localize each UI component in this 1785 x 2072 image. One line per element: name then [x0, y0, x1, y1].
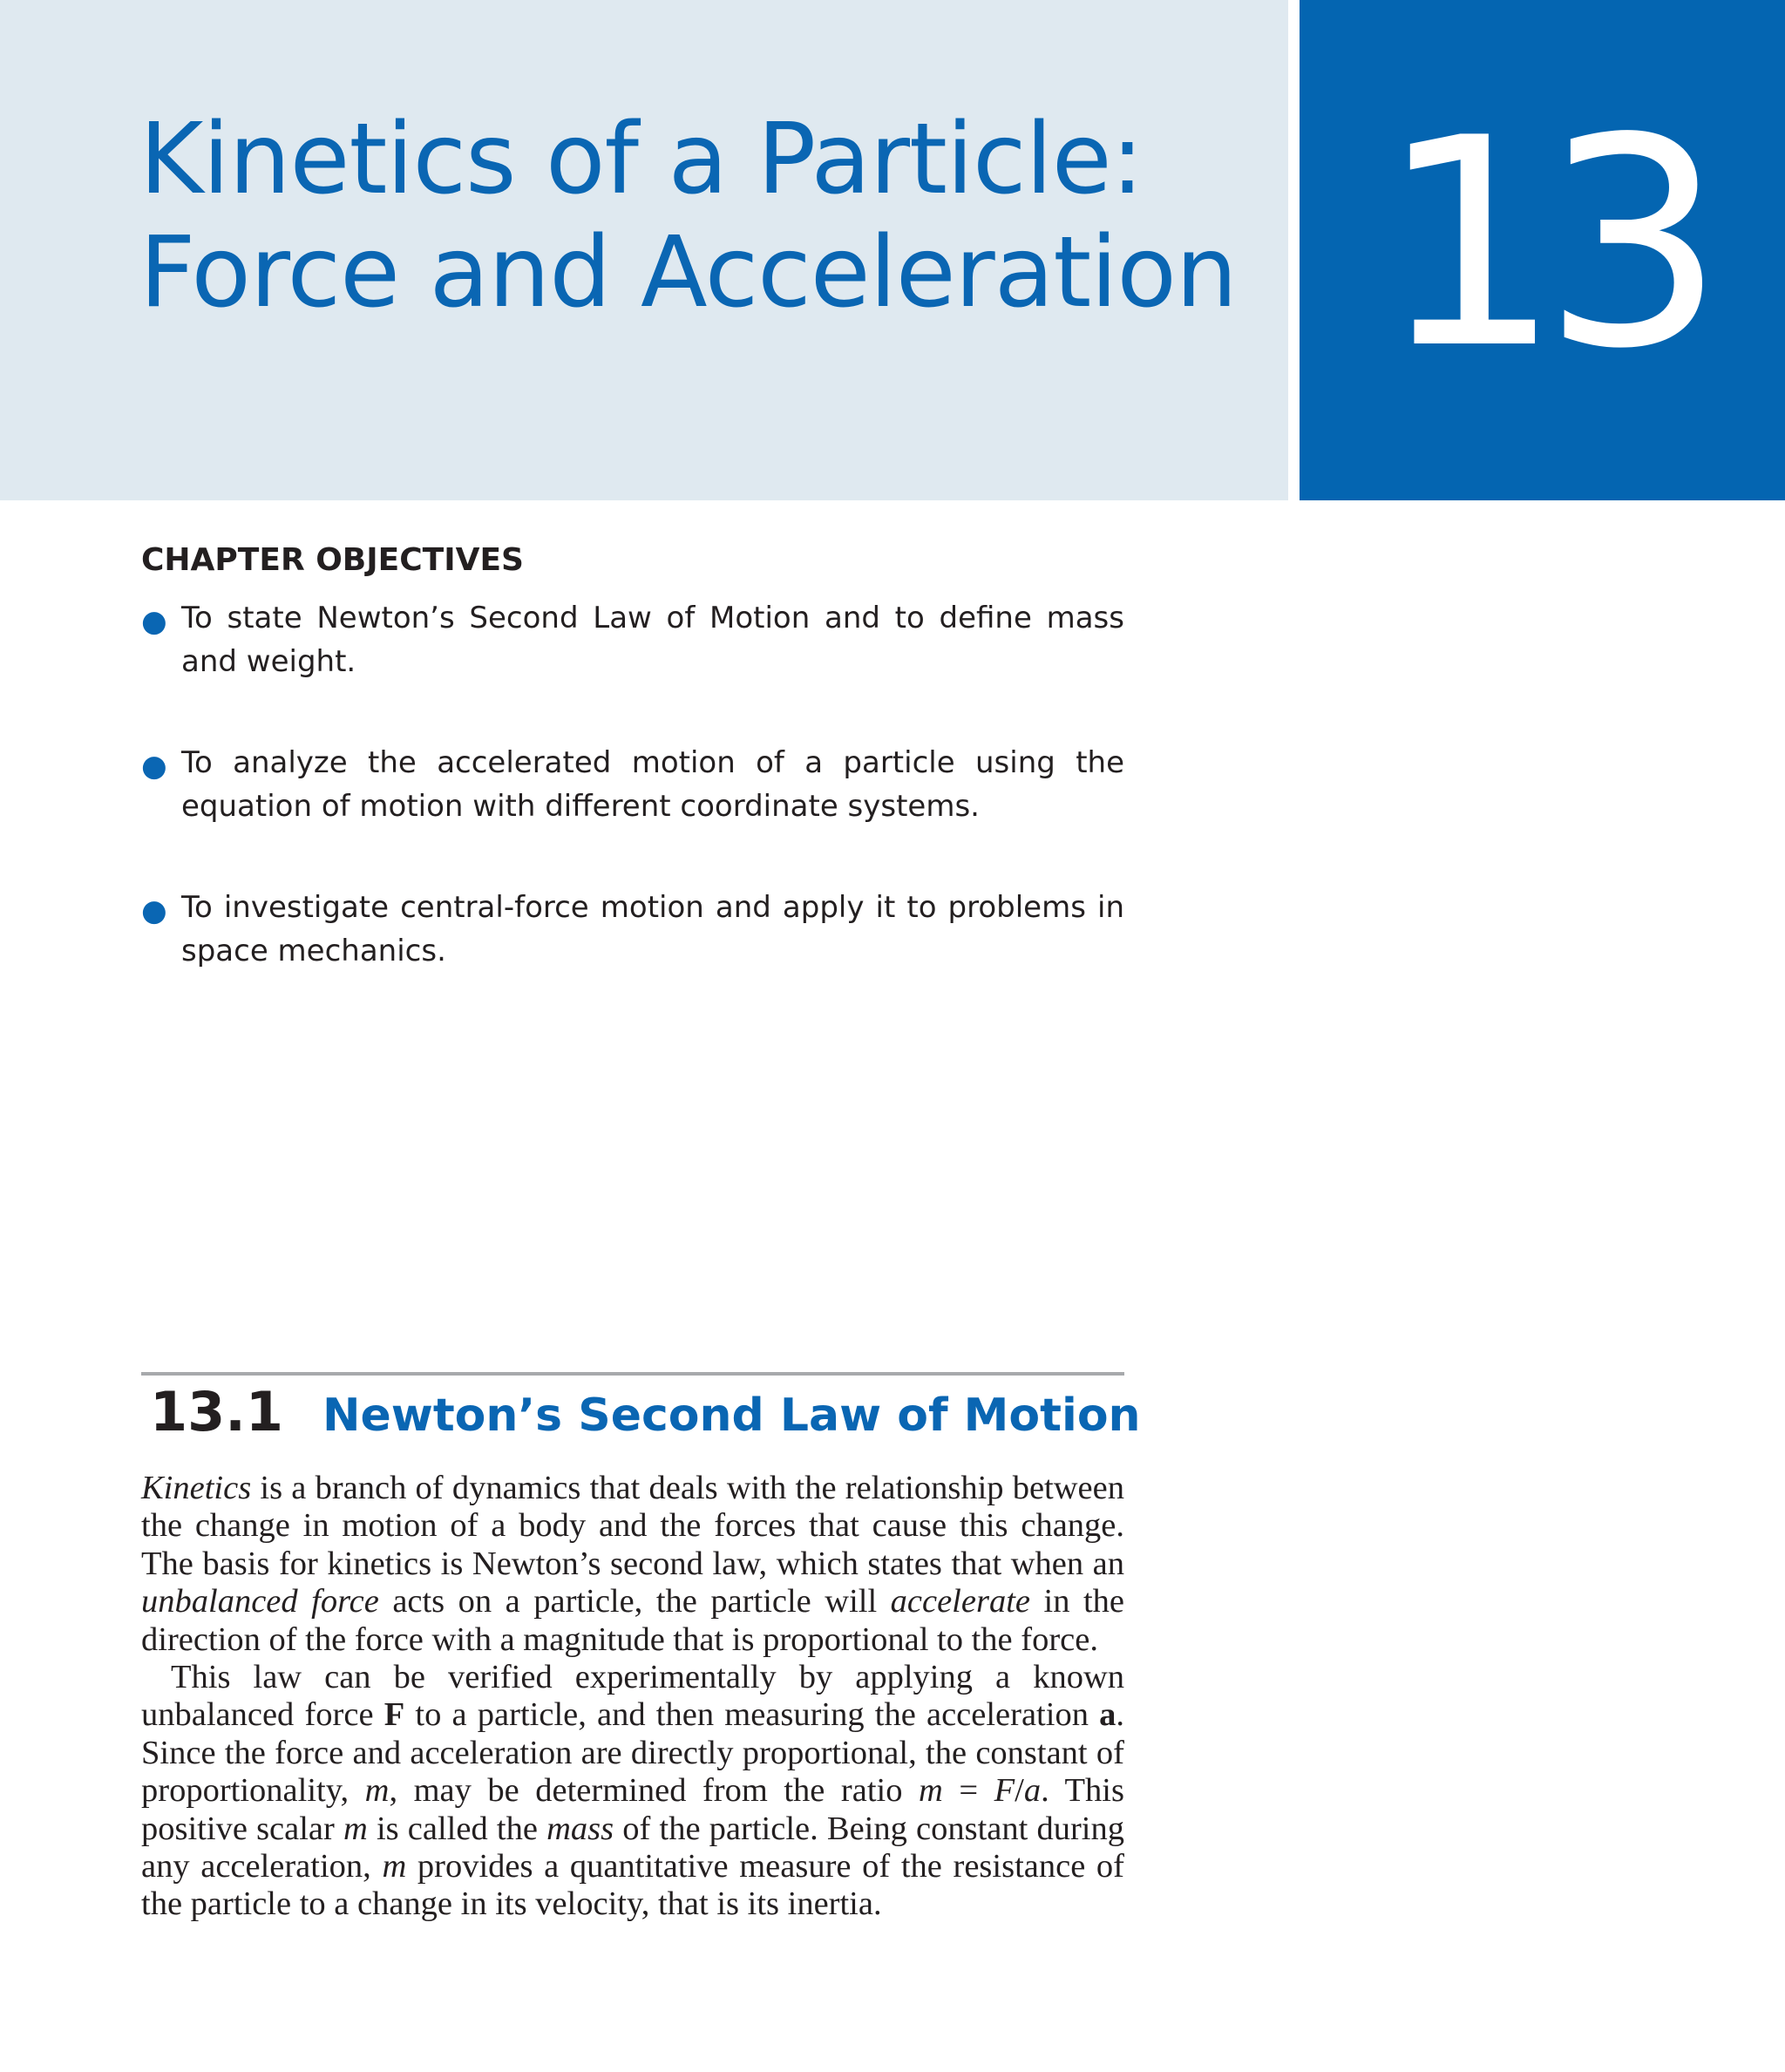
section-title: Newton’s Second Law of Motion	[322, 1389, 1141, 1442]
section-body	[141, 1470, 1124, 1924]
paragraph-2: This law can be verified experimentally by applying a known unbalanced force F to a particle, and then measuring the acceleration a. Since the force and acceleration are directly proportional, the constant of proportionality, m, may be determined from the ratio m = F/a. This positive scalar m is called the mass of the particle. Being constant during any acceleration, m provides a quantitative measure of the resistance of the particle to a change in its velocity, that is its inertia.	[141, 1659, 1124, 1923]
bullet-icon: ●	[141, 749, 167, 784]
symbol-m: m	[919, 1772, 943, 1810]
chapter-number-box	[1300, 0, 1785, 500]
objective-item	[141, 741, 1124, 828]
vector-a: a	[1099, 1696, 1116, 1734]
symbol-m: m	[364, 1772, 390, 1810]
bullet-icon: ●	[141, 604, 167, 639]
chapter-title-line-2: Force and Acceleration	[139, 216, 1237, 329]
objective-item	[141, 596, 1124, 683]
symbol-a: a	[1023, 1772, 1042, 1810]
objective-text: To analyze the accelerated motion of a particle using the equation of motion with different coordinate systems.	[181, 745, 1124, 824]
chapter-number: 13	[1378, 77, 1707, 411]
objective-item	[141, 886, 1124, 973]
chapter-title-line-1: Kinetics of a Particle:	[139, 103, 1144, 216]
term-kinetics: Kinetics	[141, 1470, 252, 1506]
term-unbalanced-force: unbalanced force	[141, 1583, 379, 1620]
objective-text: To investigate central-force motion and apply it to problems in space mechanics.	[181, 890, 1124, 968]
section-divider	[141, 1372, 1124, 1376]
symbol-m: m	[343, 1810, 368, 1847]
paragraph-1: Kinetics is a branch of dynamics that deals with the relationship between the change in motion of a body and the forces that cause this change. The basis for kinetics is Newton’s second law, which states that when an unbalanced force acts on a particle, the particle will accelerate in the direction of the force with a magnitude that is proportional to the force.	[141, 1470, 1124, 1658]
symbol-m: m	[382, 1848, 407, 1885]
bullet-icon: ●	[141, 893, 167, 928]
chapter-title	[139, 103, 1273, 329]
term-mass: mass	[546, 1810, 614, 1847]
term-accelerate: accelerate	[890, 1583, 1030, 1620]
section-number: 13.1	[150, 1380, 283, 1444]
vector-F: F	[383, 1696, 405, 1734]
objectives-heading: CHAPTER OBJECTIVES	[141, 542, 524, 578]
chapter-header-band	[0, 0, 1288, 500]
symbol-F: F	[994, 1772, 1015, 1810]
objective-text: To state Newton’s Second Law of Motion and to define mass and weight.	[181, 601, 1124, 679]
